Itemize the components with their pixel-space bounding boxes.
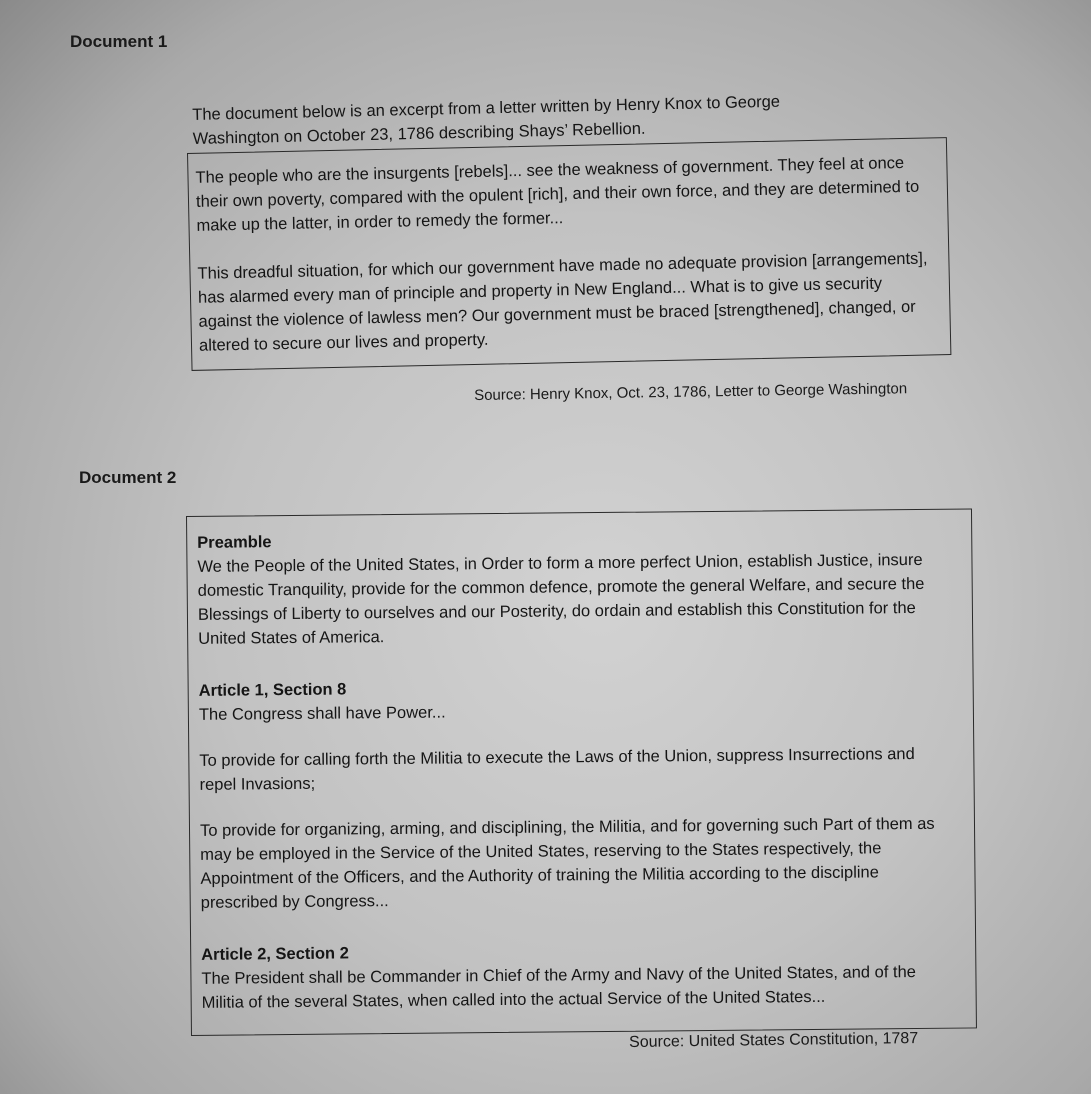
document-1-paragraph: The people who are the insurgents [rebels]... see the weakness of government. They feel at once their own poverty, compared with the opulent [rich], and their own force, and they are determined to make up the latter, in order to remedy the former...	[195, 153, 920, 235]
document-1-source: Source: Henry Knox, Oct. 23, 1786, Letter to George Washington	[474, 380, 908, 404]
article-1-section-8	[199, 672, 957, 915]
preamble-section	[197, 524, 954, 651]
section-paragraph: To provide for calling forth the Militia to execute the Laws of the Union, suppress Insurrections and repel Invasions;	[199, 745, 915, 794]
section-paragraph: We the People of the United States, in Order to form a more perfect Union, establish Justice, insure domestic Tranquility, provide for the common defence, promote the general Welfare, and secure the Blessings of Liberty to ourselves and our Posterity, do ordain and establish this Constitution for the United States of America.	[197, 550, 925, 648]
section-heading: Preamble	[197, 533, 272, 552]
section-paragraph: To provide for organizing, arming, and disciplining, the Militia, and for governing such Part of them as may be employed in the Service of the United States, reserving to the States respectively, the Appointment of the Officers, and the Authority of training the Militia according to the discipline prescribed by Congress...	[199, 814, 935, 912]
article-2-section-2	[201, 936, 958, 1015]
document-1-paragraph: This dreadful situation, for which our government have made no adequate provision [arrangements], has alarmed every man of principle and property in New England... What is to give us security against the violence of lawless men? Our government must be braced [strengthened], changed, or altered to secure our lives and property.	[197, 249, 928, 355]
section-heading: Article 2, Section 2	[201, 944, 349, 964]
section-paragraph: The President shall be Commander in Chief of the Army and Navy of the United States, and of the Militia of the several States, when called into the actual Service of the United States...	[201, 963, 916, 1012]
document-1-excerpt-box	[187, 137, 951, 371]
document-2-label: Document 2	[79, 468, 177, 487]
document-1-label: Document 1	[70, 32, 168, 51]
document-2-source: Source: United States Constitution, 1787	[629, 1029, 919, 1051]
section-heading: Article 1, Section 8	[198, 680, 347, 700]
document-1-intro: The document below is an excerpt from a letter written by Henry Knox to George Washington on October 23, 1786 describing Shays’ Rebellion.	[192, 92, 781, 148]
document-2-excerpt-box	[186, 508, 977, 1036]
section-paragraph: The Congress shall have Power...	[198, 703, 446, 724]
